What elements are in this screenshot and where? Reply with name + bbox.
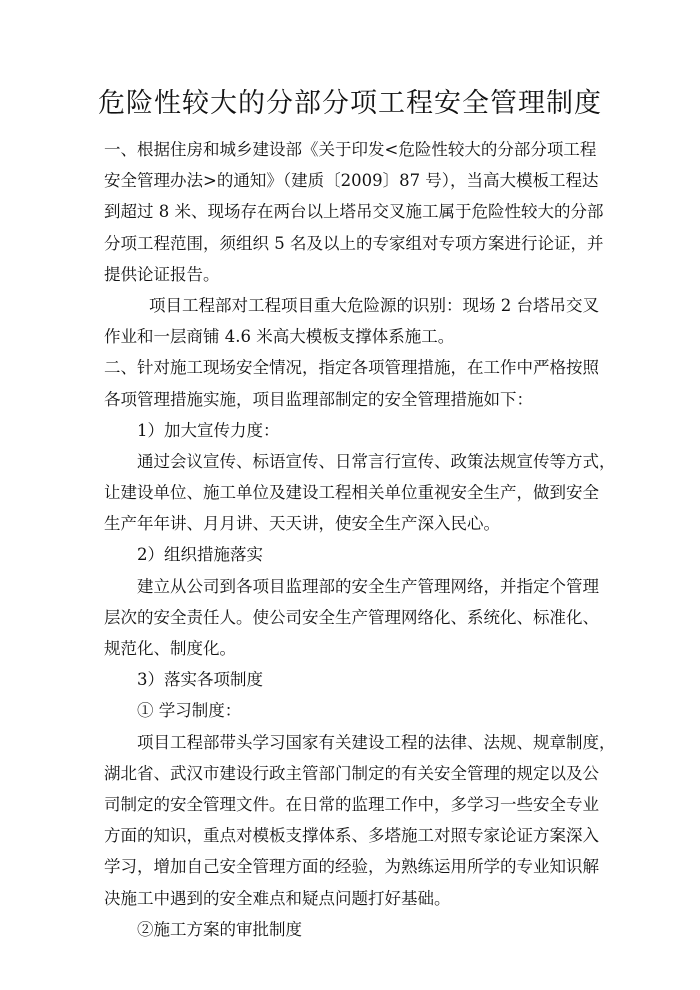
list-heading: 3）落实各项制度 <box>137 670 263 690</box>
text-line: 安全管理办法>的通知》（建质〔2009〕87 号），当高大模板工程达 <box>104 171 599 191</box>
text-line: 建立从公司到各项目监理部的安全生产管理网络，并指定个管理 <box>137 576 599 596</box>
text-line: 分项工程范围，须组织 5 名及以上的专家组对专项方案进行论证，并 <box>104 233 604 253</box>
text-line: 决施工中遇到的安全难点和疑点问题打好基础。 <box>104 888 451 908</box>
text-line: 让建设单位、施工单位及建设工程相关单位重视安全生产，做到安全 <box>104 483 599 503</box>
text-line: 项目工程部对工程项目重大危险源的识别：现场 2 台塔吊交叉 <box>149 295 599 315</box>
text-line: 二、针对施工现场安全情况，指定各项管理措施，在工作中严格按照 <box>104 358 599 378</box>
text-line: 学习，增加自己安全管理方面的经验，为熟练运用所学的专业知识解 <box>104 857 599 877</box>
text-line: 项目工程部带头学习国家有关建设工程的法律、法规、规章制度， <box>137 732 616 752</box>
document-title: 危险性较大的分部分项工程安全管理制度 <box>98 88 602 119</box>
text-line: 湖北省、武汉市建设行政主管部门制定的有关安全管理的规定以及公 <box>104 763 599 783</box>
text-line: 提供论证报告。 <box>104 264 220 284</box>
text-line: 各项管理措施实施，项目监理部制定的安全管理措施如下： <box>104 389 533 409</box>
text-line: 司制定的安全管理文件。在日常的监理工作中，多学习一些安全专业 <box>104 794 599 814</box>
document-body <box>104 134 616 945</box>
text-line: 方面的知识，重点对模板支撑体系、多塔施工对照专家论证方案深入 <box>104 826 599 846</box>
text-line: 到超过 8 米、现场存在两台以上塔吊交叉施工属于危险性较大的分部 <box>104 202 604 222</box>
list-heading: 2）组织措施落实 <box>137 545 263 565</box>
text-line: 一、根据住房和城乡建设部《关于印发<危险性较大的分部分项工程 <box>104 140 597 159</box>
text-line: 通过会议宣传、标语宣传、日常言行宣传、政策法规宣传等方式， <box>137 451 616 471</box>
text-line: 生产年年讲、月月讲、天天讲，使安全生产深入民心。 <box>104 514 500 534</box>
text-line: 规范化、制度化。 <box>104 639 236 658</box>
list-heading: 1）加大宣传力度： <box>137 420 280 440</box>
text-line: 层次的安全责任人。使公司安全生产管理网络化、系统化、标准化、 <box>104 607 599 627</box>
list-subheading: ②施工方案的审批制度 <box>137 919 302 939</box>
text-line: 作业和一层商铺 4.6 米高大模板支撑体系施工。 <box>104 327 455 347</box>
list-subheading: ① 学习制度： <box>137 701 242 721</box>
